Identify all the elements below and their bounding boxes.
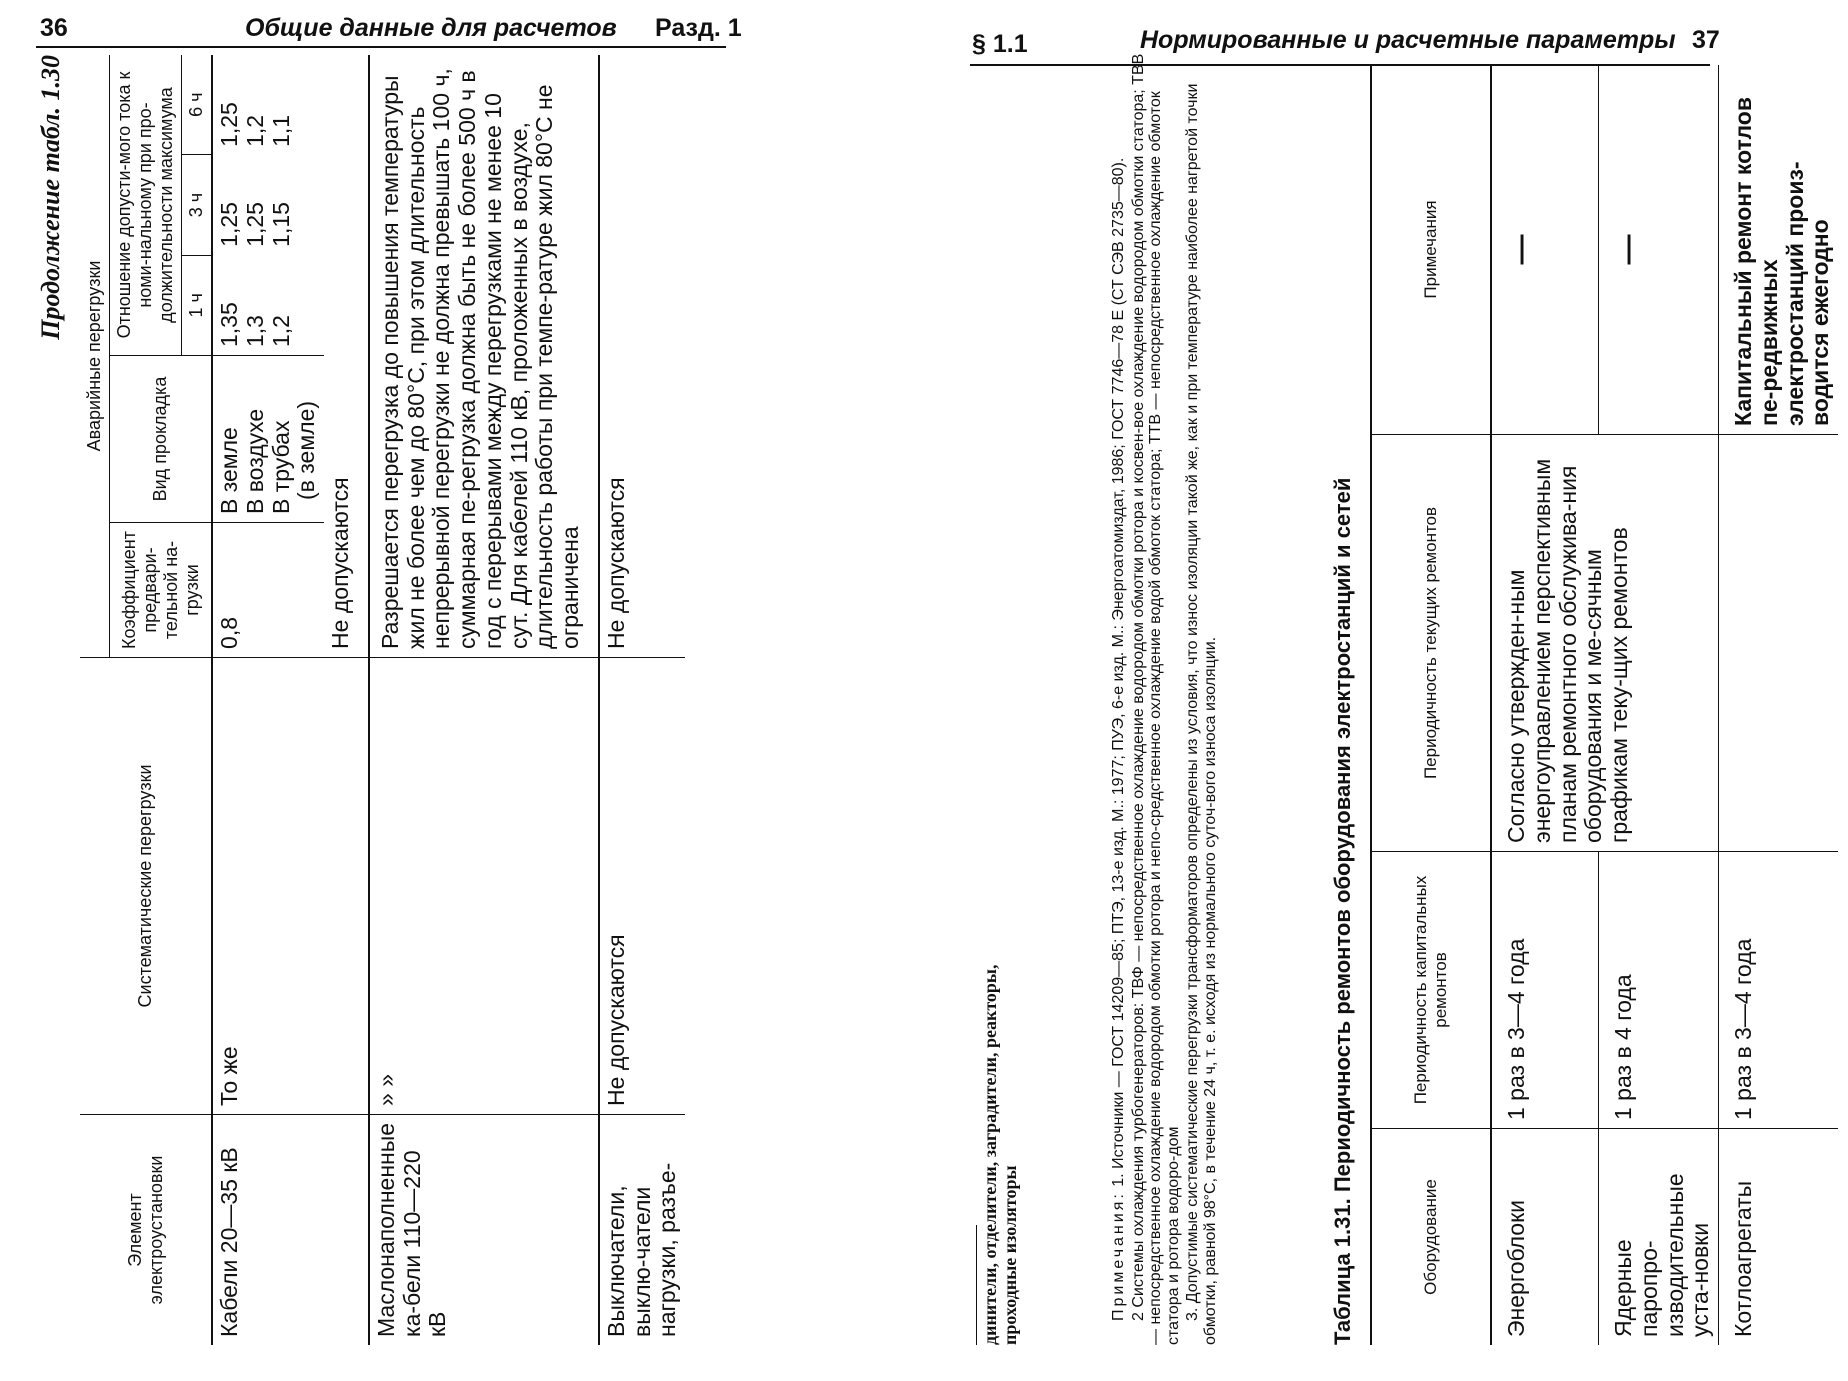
- cell-notes: Капитальный ремонт котлов пе-редвижных электростанций произ-водится ежегодно: [1719, 65, 1839, 435]
- rotated-table-block: [36, 55, 896, 1345]
- table-row: [599, 55, 685, 1345]
- cell-capital: 1 раз в 3—4 года: [1491, 852, 1599, 1129]
- cell-6h: [212, 55, 324, 155]
- note-1-text: 1. Источники — ГОСТ 14209—85; ПТЭ, 13-е изд. М.: 1977; ПУЭ, 6-е изд. М.: Энергоатомиздат, 1986; ГОСТ 7746—78 Е (СТ СЭВ 2735—80).: [1110, 157, 1127, 1187]
- page-number: 37: [1692, 26, 1720, 54]
- table-row: [324, 55, 369, 1345]
- hour-6-label: 6 ч: [186, 92, 206, 117]
- value: 1,3: [241, 315, 268, 348]
- cell-equipment: Ядерные паропро-изводительные уста-новки: [1599, 1129, 1719, 1346]
- running-header: Общие данные для расчетов: [245, 14, 617, 42]
- right-page: [940, 0, 1848, 1381]
- notes-block: [1110, 45, 1222, 1345]
- cell-capital: 1 раз в 4 года: [1599, 852, 1719, 1129]
- cell-equipment: Энергоблоки: [1491, 1129, 1599, 1346]
- table-row: [369, 55, 599, 1345]
- col-emergency: Аварийные перегрузки: [80, 55, 110, 657]
- section-label: Разд. 1: [655, 14, 742, 42]
- col-ratio: [110, 55, 213, 356]
- cell-systematic: То же: [212, 657, 324, 1114]
- cell-capital: 1 раз в 3—4 года: [1719, 852, 1839, 1129]
- laying-ground: В земле: [216, 427, 242, 515]
- value: 1,25: [216, 102, 242, 147]
- cell-element: Выключатели, выклю-чатели нагрузки, разъе-: [599, 1114, 685, 1345]
- value: 1,35: [216, 302, 242, 348]
- hour-3-label: 3 ч: [182, 154, 211, 254]
- laying-air: В воздухе: [241, 408, 268, 515]
- cell-notes: —: [1599, 65, 1719, 435]
- carry-over-text: [976, 875, 1021, 1345]
- note-3: 3. Допустимые систематические перегрузки трансформаторов определены из условия, что износ изоляции такой же, как и при температуре наиболее нагретой точки обмотки, равной 98°С, в течение 24 ч, т. е. исходя из нормального суточ-вого износа изоляции.: [1184, 83, 1219, 1345]
- table-row: [212, 55, 324, 1345]
- cell-1h: [212, 255, 324, 356]
- table-title: Таблица 1.31. Периодичность ремонтов оборудования электростанций и сетей: [1330, 477, 1355, 1345]
- col-laying: Вид прокладка: [110, 356, 213, 523]
- col-current: Периодичность текущих ремонтов: [1371, 435, 1491, 852]
- cell-element: Маслонаполненные ка-бели 110—220 кВ: [369, 1114, 599, 1345]
- col-notes: Примечания: [1371, 65, 1491, 435]
- col-systematic: Систематические перегрузки: [80, 657, 212, 1114]
- ratio-label: Отношение допусти-мого тока к номи-нальному при про-должительности максимума: [110, 55, 182, 355]
- notes-label: Примечания:: [1110, 1191, 1127, 1321]
- value: 1,25: [216, 202, 242, 247]
- running-header: Нормированные и расчетные параметры: [1140, 26, 1676, 54]
- cell-notes: —: [1491, 65, 1599, 435]
- value: 1,25: [241, 202, 268, 247]
- cell-element: Кабели 20—35 кВ: [216, 1147, 242, 1337]
- col-coef: Коэффициент предвари-тельной на-грузки: [110, 523, 213, 658]
- col-equipment: Оборудование: [1371, 1129, 1491, 1346]
- section-mark: § 1.1: [972, 30, 1028, 58]
- cell-emergency: Не допускаются: [324, 55, 369, 657]
- header-rule: [36, 46, 726, 48]
- table-row: [1719, 65, 1839, 1345]
- cell-systematic: Не допускаются: [599, 657, 685, 1114]
- value: 1,2: [241, 114, 268, 147]
- note-1: [1110, 45, 1128, 1345]
- table-1-31: [1370, 65, 1838, 1345]
- cell-emergency: Не допускаются: [599, 55, 685, 657]
- cell-emergency: Разрешается перегрузка до повышения температуры жил не более чем до 80°С, при этом длительность непрерывной перегрузки не должна превышать 100 ч, суммарная пе-регрузка должна быть не более 500 ч в год с перерывами между перегрузками не менее 10 сут. Для кабелей 110 кВ, проложенных в воздухе, длительность работы при темпе-ратуре жил 80°С не ограничена: [369, 55, 599, 657]
- note-2: 2 Системы охлаждения турбогенераторов: ТВФ — непосредственное охлаждение водородом обмотки ротора и косвен-вое охлаждение водородом обмотки статора; ТВВ — непосредственное охлаждение водородом обмотки ротора и непо-средственное охлаждение водой обмоток статора; ТТВ — непосредственное охлаждение обмоток статора и ротора водоро-дом: [1129, 53, 1182, 1345]
- value: 1,2: [267, 315, 294, 348]
- continuation-title: Продолжение табл. 1.30: [36, 55, 65, 340]
- cell-systematic: » »: [369, 657, 599, 1114]
- value: 1,1: [267, 114, 294, 147]
- left-page: [0, 0, 900, 1381]
- page-number: 36: [40, 14, 68, 42]
- carry-over: динители, отделители, заградители, реакторы, проходные изоляторы: [980, 964, 1020, 1345]
- cell-coef: 0,8: [212, 523, 324, 658]
- rotated-notes-and-table: [1110, 53, 1848, 1345]
- cell-current: [1719, 435, 1839, 852]
- cell-current: Согласно утвержден-ным энергоуправлением перспективным планам ремонтного обслужива-ния оборудования и ме-сячным графикам теку-щих ремонтов: [1491, 435, 1719, 852]
- col-capital: Периодичность капитальных ремонтов: [1371, 852, 1491, 1129]
- cell-3h: [212, 155, 324, 255]
- col-element: Элемент электроустановки: [80, 1114, 212, 1345]
- laying-pipes: В трубах: [267, 420, 294, 515]
- hour-1-label: 1 ч: [182, 255, 211, 355]
- table-row: [1491, 65, 1599, 1345]
- value: 1,15: [267, 202, 294, 247]
- cell-laying: [212, 356, 324, 523]
- cell-equipment: Котлоагрегаты: [1719, 1129, 1839, 1346]
- short-rule: [976, 1225, 977, 1345]
- laying-pipes-note: (в земле): [293, 400, 320, 501]
- table-1-30: [80, 55, 685, 1345]
